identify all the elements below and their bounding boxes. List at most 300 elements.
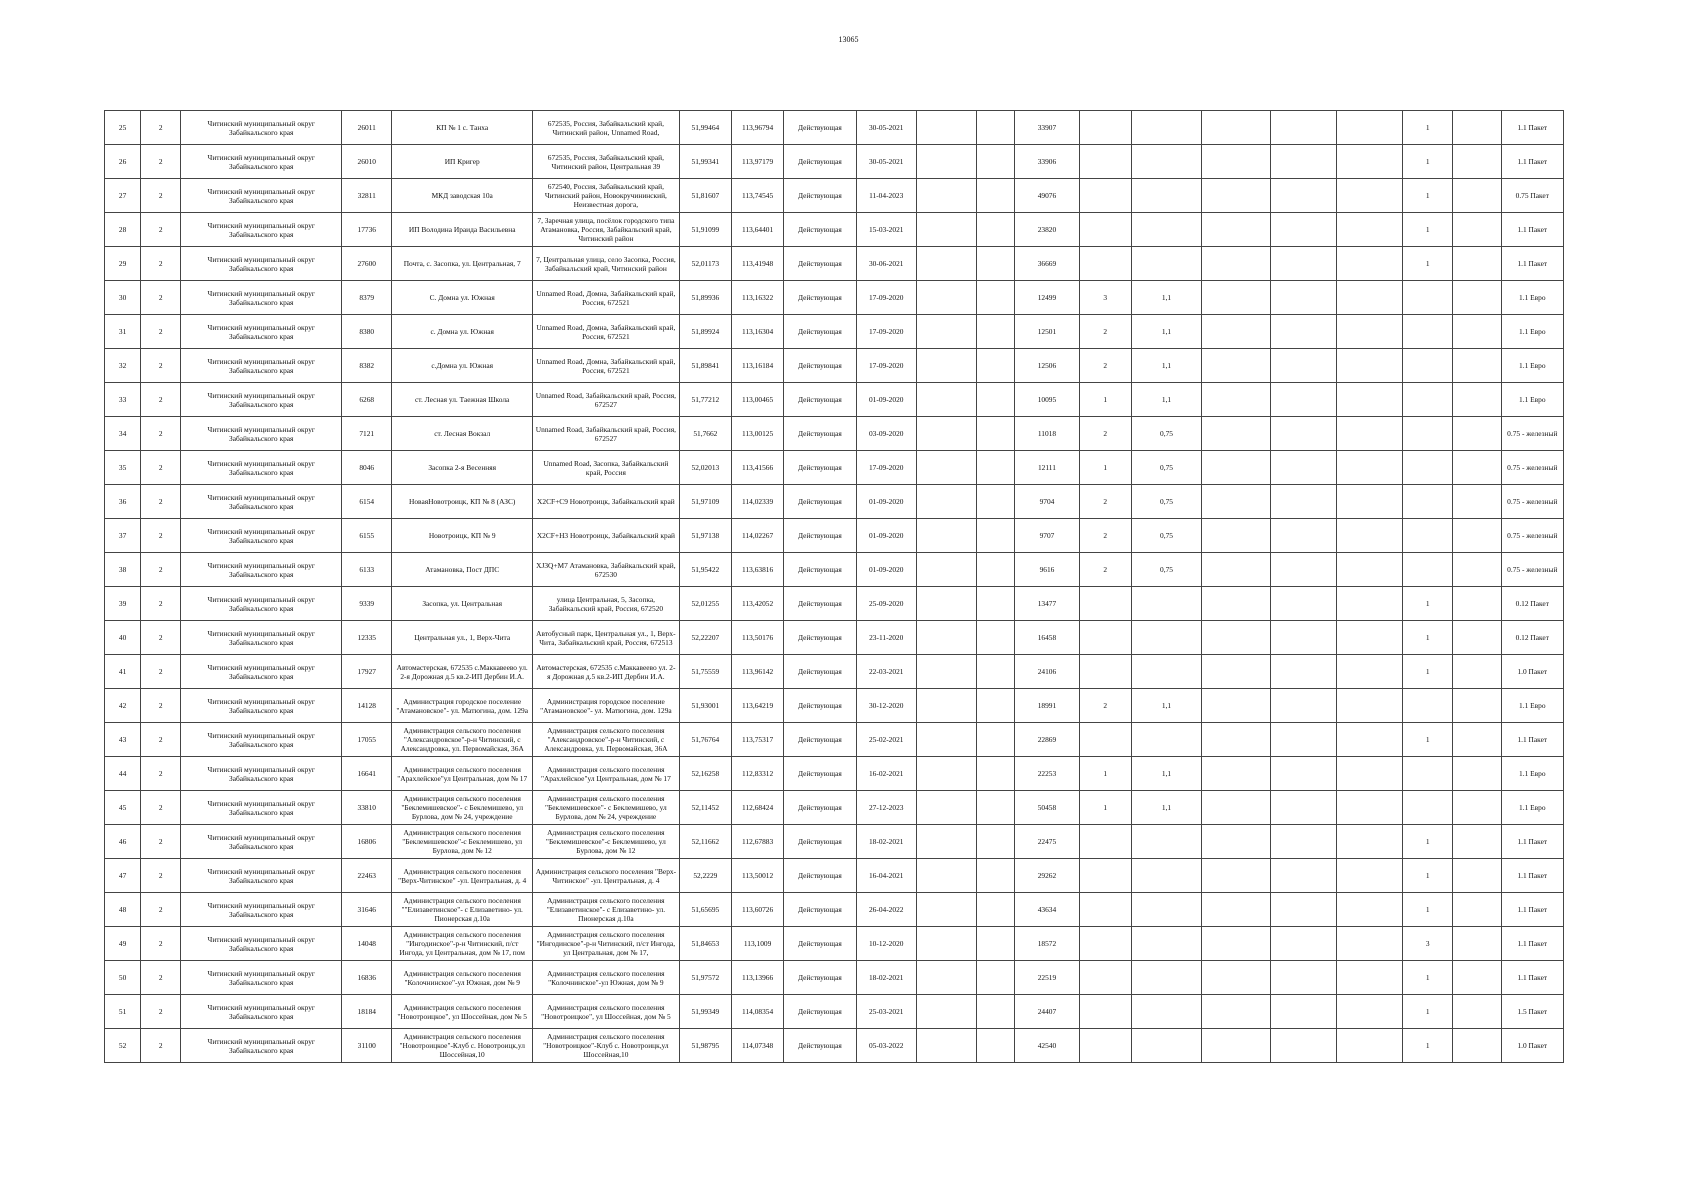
empty-cell — [916, 689, 976, 723]
code-cell: 24407 — [1015, 995, 1079, 1029]
date-cell: 11-04-2023 — [856, 179, 916, 213]
empty-cell — [1202, 995, 1270, 1029]
address-cell: Администрация сельского поселения "Новотроицкое", ул Шоссейная, дом № 5 — [533, 995, 680, 1029]
bag-count-cell: 1 — [1403, 961, 1453, 995]
code-cell: 10095 — [1015, 383, 1079, 417]
status-cell: Действующая — [784, 417, 856, 451]
container-volume-cell — [1131, 111, 1201, 145]
empty-cell — [977, 315, 1015, 349]
empty-cell — [1453, 383, 1501, 417]
longitude-cell: 112,67883 — [731, 825, 783, 859]
table-row — [105, 859, 1564, 893]
longitude-cell: 113,41566 — [731, 451, 783, 485]
site-name-cell: Засопка 2-я Весенняя — [392, 451, 533, 485]
site-name-cell: Администрация сельского поселения "Колочнинское"-ул Южная, дом № 9 — [392, 961, 533, 995]
container-volume-cell: 1,1 — [1131, 315, 1201, 349]
empty-cell — [1202, 689, 1270, 723]
site-id-cell: 18184 — [342, 995, 392, 1029]
date-cell: 30-05-2021 — [856, 145, 916, 179]
empty-cell — [1453, 417, 1501, 451]
date-cell: 17-09-2020 — [856, 451, 916, 485]
address-cell: Администрация сельского поселения "Верх-Читинское" -ул. Центральная, д. 4 — [533, 859, 680, 893]
container-count-cell — [1079, 111, 1131, 145]
container-count-cell — [1079, 145, 1131, 179]
status-cell: Действующая — [784, 519, 856, 553]
date-cell: 01-09-2020 — [856, 383, 916, 417]
empty-cell — [1453, 927, 1501, 961]
address-cell: 7, Заречная улица, посёлок городского типа Атамановка, Россия, Забайкальский край, Читинский район — [533, 213, 680, 247]
container-count-cell: 1 — [1079, 451, 1131, 485]
empty-cell — [977, 349, 1015, 383]
container-type-cell: 1.1 Пакет — [1501, 859, 1563, 893]
code-cell: 18572 — [1015, 927, 1079, 961]
longitude-cell: 114,02267 — [731, 519, 783, 553]
date-cell: 23-11-2020 — [856, 621, 916, 655]
empty-cell — [916, 859, 976, 893]
table-row — [105, 655, 1564, 689]
bag-count-cell — [1403, 417, 1453, 451]
longitude-cell: 113,41948 — [731, 247, 783, 281]
status-cell: Действующая — [784, 213, 856, 247]
container-volume-cell — [1131, 893, 1201, 927]
table-row — [105, 451, 1564, 485]
empty-cell — [1270, 587, 1336, 621]
district-cell: Читинский муниципальный округ Забайкальского края — [181, 893, 342, 927]
longitude-cell: 113,1009 — [731, 927, 783, 961]
site-name-cell: ИП Кригер — [392, 145, 533, 179]
bag-count-cell — [1403, 281, 1453, 315]
empty-cell — [977, 825, 1015, 859]
site-name-cell: Администрация сельского поселения "Новотроицкое", ул Шоссейная, дом № 5 — [392, 995, 533, 1029]
table-row — [105, 587, 1564, 621]
longitude-cell: 112,83312 — [731, 757, 783, 791]
empty-cell — [1336, 417, 1402, 451]
empty-cell — [1270, 859, 1336, 893]
empty-cell — [977, 213, 1015, 247]
empty-cell — [1202, 145, 1270, 179]
empty-cell — [1336, 315, 1402, 349]
empty-cell — [916, 247, 976, 281]
empty-cell — [977, 519, 1015, 553]
row-number-cell: 42 — [105, 689, 141, 723]
district-cell: Читинский муниципальный округ Забайкальского края — [181, 1029, 342, 1063]
bag-count-cell: 1 — [1403, 1029, 1453, 1063]
container-count-cell: 3 — [1079, 281, 1131, 315]
empty-cell — [977, 281, 1015, 315]
longitude-cell: 113,97179 — [731, 145, 783, 179]
date-cell: 01-09-2020 — [856, 553, 916, 587]
site-name-cell: ИП Володина Ирaида Васильевна — [392, 213, 533, 247]
empty-cell — [1202, 791, 1270, 825]
longitude-cell: 113,60726 — [731, 893, 783, 927]
row-number-cell: 25 — [105, 111, 141, 145]
district-cell: Читинский муниципальный округ Забайкальского края — [181, 825, 342, 859]
status-cell: Действующая — [784, 723, 856, 757]
bag-count-cell — [1403, 689, 1453, 723]
site-id-cell: 6268 — [342, 383, 392, 417]
empty-cell — [1453, 349, 1501, 383]
zone-cell: 2 — [141, 893, 181, 927]
empty-cell — [1453, 961, 1501, 995]
row-number-cell: 48 — [105, 893, 141, 927]
table-row — [105, 213, 1564, 247]
empty-cell — [916, 281, 976, 315]
date-cell: 05-03-2022 — [856, 1029, 916, 1063]
container-type-cell: 1.1 Пакет — [1501, 961, 1563, 995]
container-volume-cell: 0,75 — [1131, 553, 1201, 587]
empty-cell — [977, 961, 1015, 995]
row-number-cell: 26 — [105, 145, 141, 179]
zone-cell: 2 — [141, 655, 181, 689]
empty-cell — [1453, 791, 1501, 825]
container-type-cell: 1.1 Пакет — [1501, 927, 1563, 961]
empty-cell — [1202, 1029, 1270, 1063]
row-number-cell: 43 — [105, 723, 141, 757]
empty-cell — [977, 417, 1015, 451]
row-number-cell: 47 — [105, 859, 141, 893]
container-volume-cell — [1131, 723, 1201, 757]
empty-cell — [1270, 315, 1336, 349]
zone-cell: 2 — [141, 553, 181, 587]
empty-cell — [977, 757, 1015, 791]
bag-count-cell — [1403, 349, 1453, 383]
bag-count-cell: 1 — [1403, 893, 1453, 927]
empty-cell — [1202, 213, 1270, 247]
empty-cell — [1202, 451, 1270, 485]
bag-count-cell — [1403, 519, 1453, 553]
container-volume-cell — [1131, 247, 1201, 281]
table-row — [105, 757, 1564, 791]
empty-cell — [1453, 247, 1501, 281]
district-cell: Читинский муниципальный округ Забайкальского края — [181, 859, 342, 893]
empty-cell — [977, 485, 1015, 519]
address-cell: Администрация сельского поселения "Арахлейское"ул Центральная, дом № 17 — [533, 757, 680, 791]
site-id-cell: 17927 — [342, 655, 392, 689]
code-cell: 9616 — [1015, 553, 1079, 587]
empty-cell — [1453, 315, 1501, 349]
empty-cell — [1202, 349, 1270, 383]
container-count-cell: 2 — [1079, 315, 1131, 349]
bag-count-cell — [1403, 757, 1453, 791]
date-cell: 25-09-2020 — [856, 587, 916, 621]
zone-cell: 2 — [141, 383, 181, 417]
site-id-cell: 31646 — [342, 893, 392, 927]
latitude-cell: 51,99464 — [679, 111, 731, 145]
container-count-cell — [1079, 825, 1131, 859]
container-type-cell: 1.1 Евро — [1501, 757, 1563, 791]
site-name-cell: Почта, с. Засопка, ул. Центральная, 7 — [392, 247, 533, 281]
empty-cell — [1336, 349, 1402, 383]
row-number-cell: 52 — [105, 1029, 141, 1063]
zone-cell: 2 — [141, 825, 181, 859]
empty-cell — [977, 689, 1015, 723]
empty-cell — [916, 315, 976, 349]
container-type-cell: 1.1 Пакет — [1501, 723, 1563, 757]
empty-cell — [1453, 757, 1501, 791]
empty-cell — [1453, 621, 1501, 655]
row-number-cell: 34 — [105, 417, 141, 451]
date-cell: 26-04-2022 — [856, 893, 916, 927]
empty-cell — [1202, 825, 1270, 859]
longitude-cell: 113,16304 — [731, 315, 783, 349]
empty-cell — [1453, 281, 1501, 315]
date-cell: 10-12-2020 — [856, 927, 916, 961]
site-name-cell: ст. Лесная ул. Таежная Школа — [392, 383, 533, 417]
row-number-cell: 30 — [105, 281, 141, 315]
container-volume-cell — [1131, 825, 1201, 859]
status-cell: Действующая — [784, 485, 856, 519]
code-cell: 33906 — [1015, 145, 1079, 179]
site-name-cell: ст. Лесная Вокзал — [392, 417, 533, 451]
status-cell: Действующая — [784, 247, 856, 281]
status-cell: Действующая — [784, 791, 856, 825]
longitude-cell: 113,64219 — [731, 689, 783, 723]
code-cell: 16458 — [1015, 621, 1079, 655]
empty-cell — [1270, 893, 1336, 927]
site-id-cell: 22463 — [342, 859, 392, 893]
district-cell: Читинский муниципальный округ Забайкальского края — [181, 247, 342, 281]
container-type-cell: 1.1 Пакет — [1501, 111, 1563, 145]
status-cell: Действующая — [784, 893, 856, 927]
address-cell: 672540, Россия, Забайкальский край, Читинский район, Новокручининский, Неизвестная дорога, — [533, 179, 680, 213]
empty-cell — [1453, 859, 1501, 893]
status-cell: Действующая — [784, 621, 856, 655]
district-cell: Читинский муниципальный округ Забайкальского края — [181, 621, 342, 655]
container-count-cell: 2 — [1079, 553, 1131, 587]
empty-cell — [977, 145, 1015, 179]
district-cell: Читинский муниципальный округ Забайкальского края — [181, 655, 342, 689]
container-volume-cell: 0,75 — [1131, 417, 1201, 451]
address-cell: Администрация сельского поселения "Беклемишевское"-с Беклемишево, ул Бурлова, дом № 12 — [533, 825, 680, 859]
zone-cell: 2 — [141, 519, 181, 553]
status-cell: Действующая — [784, 315, 856, 349]
code-cell: 50458 — [1015, 791, 1079, 825]
table-row — [105, 553, 1564, 587]
longitude-cell: 113,64401 — [731, 213, 783, 247]
container-type-cell: 1.1 Евро — [1501, 281, 1563, 315]
page-number: 13065 — [838, 35, 859, 44]
site-name-cell: Администрация сельского поселения "Ингодинское"-р-н Читинский, п/ст Ингода, ул Центральная, дом № 17, пом — [392, 927, 533, 961]
zone-cell: 2 — [141, 859, 181, 893]
empty-cell — [1270, 281, 1336, 315]
empty-cell — [1336, 757, 1402, 791]
address-cell: Администрация сельского поселения "Ингодинское"-р-н Читинский, п/ст Ингода, ул Центральная, дом № 17, — [533, 927, 680, 961]
empty-cell — [977, 995, 1015, 1029]
container-type-cell: 1.1 Пакет — [1501, 247, 1563, 281]
empty-cell — [1270, 723, 1336, 757]
zone-cell: 2 — [141, 315, 181, 349]
latitude-cell: 51,7662 — [679, 417, 731, 451]
empty-cell — [916, 383, 976, 417]
container-count-cell — [1079, 859, 1131, 893]
empty-cell — [977, 587, 1015, 621]
address-cell: Unnamed Road, Домна, Забайкальский край, Россия, 672521 — [533, 349, 680, 383]
empty-cell — [1453, 893, 1501, 927]
site-id-cell: 17055 — [342, 723, 392, 757]
bag-count-cell — [1403, 553, 1453, 587]
latitude-cell: 52,16258 — [679, 757, 731, 791]
empty-cell — [1336, 791, 1402, 825]
empty-cell — [1202, 315, 1270, 349]
status-cell: Действующая — [784, 451, 856, 485]
latitude-cell: 51,76764 — [679, 723, 731, 757]
status-cell: Действующая — [784, 859, 856, 893]
date-cell: 17-09-2020 — [856, 281, 916, 315]
bag-count-cell: 1 — [1403, 723, 1453, 757]
container-count-cell: 2 — [1079, 417, 1131, 451]
site-id-cell: 14048 — [342, 927, 392, 961]
latitude-cell: 51,77212 — [679, 383, 731, 417]
zone-cell: 2 — [141, 927, 181, 961]
bag-count-cell: 1 — [1403, 995, 1453, 1029]
district-cell: Читинский муниципальный округ Забайкальского края — [181, 587, 342, 621]
address-cell: 672535, Россия, Забайкальский край, Читинский район, Центральная 39 — [533, 145, 680, 179]
code-cell: 23820 — [1015, 213, 1079, 247]
empty-cell — [1336, 179, 1402, 213]
zone-cell: 2 — [141, 247, 181, 281]
zone-cell: 2 — [141, 961, 181, 995]
empty-cell — [1336, 995, 1402, 1029]
district-cell: Читинский муниципальный округ Забайкальского края — [181, 485, 342, 519]
empty-cell — [1270, 791, 1336, 825]
latitude-cell: 52,01255 — [679, 587, 731, 621]
status-cell: Действующая — [784, 587, 856, 621]
container-count-cell: 2 — [1079, 519, 1131, 553]
status-cell: Действующая — [784, 111, 856, 145]
empty-cell — [1270, 247, 1336, 281]
empty-cell — [1202, 893, 1270, 927]
empty-cell — [1453, 1029, 1501, 1063]
longitude-cell: 113,00125 — [731, 417, 783, 451]
empty-cell — [916, 451, 976, 485]
empty-cell — [1453, 111, 1501, 145]
date-cell: 30-06-2021 — [856, 247, 916, 281]
longitude-cell: 113,42052 — [731, 587, 783, 621]
empty-cell — [1202, 621, 1270, 655]
empty-cell — [1336, 723, 1402, 757]
empty-cell — [916, 995, 976, 1029]
container-type-cell: 1.0 Пакет — [1501, 655, 1563, 689]
empty-cell — [1202, 179, 1270, 213]
code-cell: 12499 — [1015, 281, 1079, 315]
district-cell: Читинский муниципальный округ Забайкальского края — [181, 111, 342, 145]
empty-cell — [1336, 689, 1402, 723]
row-number-cell: 36 — [105, 485, 141, 519]
longitude-cell: 113,50012 — [731, 859, 783, 893]
address-cell: Unnamed Road, Забайкальский край, Россия, 672527 — [533, 417, 680, 451]
empty-cell — [1202, 723, 1270, 757]
status-cell: Действующая — [784, 281, 856, 315]
empty-cell — [1270, 417, 1336, 451]
longitude-cell: 113,96794 — [731, 111, 783, 145]
empty-cell — [1270, 757, 1336, 791]
zone-cell: 2 — [141, 587, 181, 621]
latitude-cell: 51,91099 — [679, 213, 731, 247]
empty-cell — [1270, 655, 1336, 689]
site-id-cell: 8046 — [342, 451, 392, 485]
site-name-cell: Засопка, ул. Центральная — [392, 587, 533, 621]
container-type-cell: 1.1 Пакет — [1501, 825, 1563, 859]
latitude-cell: 51,99341 — [679, 145, 731, 179]
table-row — [105, 621, 1564, 655]
empty-cell — [1453, 451, 1501, 485]
code-cell: 11018 — [1015, 417, 1079, 451]
latitude-cell: 51,97109 — [679, 485, 731, 519]
bag-count-cell — [1403, 791, 1453, 825]
code-cell: 22253 — [1015, 757, 1079, 791]
longitude-cell: 114,02339 — [731, 485, 783, 519]
site-id-cell: 8380 — [342, 315, 392, 349]
status-cell: Действующая — [784, 553, 856, 587]
empty-cell — [1453, 145, 1501, 179]
empty-cell — [1336, 655, 1402, 689]
empty-cell — [977, 179, 1015, 213]
status-cell: Действующая — [784, 927, 856, 961]
container-volume-cell: 1,1 — [1131, 689, 1201, 723]
latitude-cell: 52,11662 — [679, 825, 731, 859]
container-type-cell: 1.1 Пакет — [1501, 145, 1563, 179]
container-volume-cell: 0,75 — [1131, 485, 1201, 519]
empty-cell — [1270, 519, 1336, 553]
empty-cell — [977, 859, 1015, 893]
container-count-cell — [1079, 247, 1131, 281]
empty-cell — [977, 383, 1015, 417]
latitude-cell: 52,2229 — [679, 859, 731, 893]
district-cell: Читинский муниципальный округ Забайкальского края — [181, 145, 342, 179]
site-id-cell: 6133 — [342, 553, 392, 587]
row-number-cell: 49 — [105, 927, 141, 961]
container-count-cell — [1079, 1029, 1131, 1063]
container-volume-cell — [1131, 179, 1201, 213]
status-cell: Действующая — [784, 383, 856, 417]
code-cell: 12506 — [1015, 349, 1079, 383]
container-count-cell — [1079, 213, 1131, 247]
table-row — [105, 417, 1564, 451]
empty-cell — [916, 179, 976, 213]
row-number-cell: 45 — [105, 791, 141, 825]
latitude-cell: 51,81607 — [679, 179, 731, 213]
row-number-cell: 35 — [105, 451, 141, 485]
empty-cell — [1270, 349, 1336, 383]
empty-cell — [1202, 757, 1270, 791]
empty-cell — [1270, 145, 1336, 179]
code-cell: 29262 — [1015, 859, 1079, 893]
site-id-cell: 31100 — [342, 1029, 392, 1063]
site-name-cell: Администрация сельского поселения "Беклемишевское"- с Беклемишево, ул Бурлова, дом № 24, учреждение — [392, 791, 533, 825]
zone-cell: 2 — [141, 349, 181, 383]
bag-count-cell: 1 — [1403, 247, 1453, 281]
empty-cell — [1270, 995, 1336, 1029]
district-cell: Читинский муниципальный округ Забайкальского края — [181, 451, 342, 485]
site-name-cell: Администрация сельского поселения "Александровское"-р-н Читинский, с Александровка, ул. Первомайская, 36А — [392, 723, 533, 757]
address-cell: 7, Центральная улица, село Засопка, Россия, Забайкальский край, Читинский район — [533, 247, 680, 281]
bag-count-cell: 1 — [1403, 825, 1453, 859]
district-cell: Читинский муниципальный округ Забайкальского края — [181, 383, 342, 417]
empty-cell — [1336, 247, 1402, 281]
empty-cell — [1202, 485, 1270, 519]
empty-cell — [1336, 1029, 1402, 1063]
empty-cell — [1453, 519, 1501, 553]
empty-cell — [1202, 247, 1270, 281]
date-cell: 03-09-2020 — [856, 417, 916, 451]
code-cell: 24106 — [1015, 655, 1079, 689]
empty-cell — [1202, 519, 1270, 553]
address-cell: Администрация сельского поселения "Елизаветинское"- с Елизаветино- ул. Пионерская д.10а — [533, 893, 680, 927]
empty-cell — [1270, 213, 1336, 247]
address-cell: X2CF+H3 Новотроицк, Забайкальский край — [533, 519, 680, 553]
bag-count-cell: 3 — [1403, 927, 1453, 961]
empty-cell — [1453, 825, 1501, 859]
